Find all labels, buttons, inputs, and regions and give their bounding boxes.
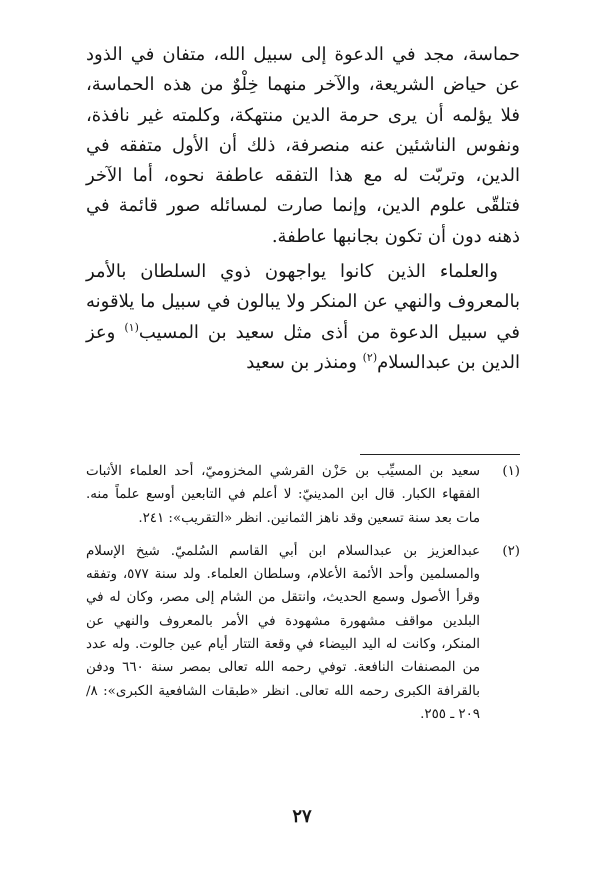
footnotes (86, 460, 520, 726)
footnote-separator (360, 454, 520, 455)
page-number: ٢٧ (292, 806, 312, 827)
paragraph-1: حماسة، مجد في الدعوة إلى سبيل الله، متفان في الذود عن حياض الشريعة، والآخر منهما خِلْوٌ من هذه الحماسة، فلا يؤلمه أن يرى حرمة الدين منتهكة، وكلمته غير نافذة، ونفوس الناشئين عنه منصرفة، ذلك أن الأول متفقه في الدين، وتربّت له مع هذا التفقه عاطفة نحوه، أما الآخر فتلقّى علوم الدين، وإنما صارت لمسائله صور قائمة في ذهنه دون أن تكون بجانبها عاطفة. (86, 44, 520, 247)
paragraph-2-part-b: وعز الدين بن عبدالسلام (86, 321, 520, 373)
footnote-ref-1[interactable]: (١) (124, 320, 139, 334)
footnote-ref-2[interactable]: (٢) (362, 350, 378, 364)
footnote-2 (86, 540, 520, 726)
paragraph-2-part-c: ومنذر بن سعيد (246, 351, 363, 373)
footnote-text: سعيد بن المسيِّب بن حَزْن القرشي المخزوميّ، أحد العلماء الأثبات الفقهاء الكبار. قال ابن المدينيّ: لا أعلم في التابعين أوسع علماً منه. مات بعد سنة تسعين وقد ناهز الثمانين. انظر «التقريب»: ٢٤١. (86, 464, 480, 526)
paragraph-2-part-a: والعلماء الذين كانوا يواجهون ذوي السلطان بالأمر بالمعروف والنهي عن المنكر ولا يبالون في سبيل ما يلاقونه في سبيل الدعوة من أذى مثل سعيد بن المسيب (86, 261, 520, 343)
footnote-1 (86, 460, 520, 530)
paragraph-2 (86, 257, 520, 378)
footnote-text: عبدالعزيز بن عبدالسلام ابن أبي القاسم السُلميّ. شيخ الإسلام والمسلمين وأحد الأئمة الأعلام، وسلطان العلماء. ولد سنة ٥٧٧، وتفقه وقرأ الأصول وسمع الحديث، وانتقل من الشام إلى مصر، وكان له في البلدين مواقف مشهورة مشهودة في الأمر بالمعروف والنهي عن المنكر، وكانت له اليد البيضاء في وقعة التتار أيام عين جالوت. وله عدد من المصنفات النافعة. توفي رحمه الله تعالى بمصر سنة ٦٦٠ ودفن بالقرافة الكبرى رحمه الله تعالى. انظر «طبقات الشافعية الكبرى»: ٨/ ٢٠٩ ـ ٢٥٥. (86, 543, 481, 722)
main-text (86, 40, 520, 378)
footnote-number: (١) (502, 464, 520, 479)
footnote-number: (٢) (502, 543, 520, 559)
